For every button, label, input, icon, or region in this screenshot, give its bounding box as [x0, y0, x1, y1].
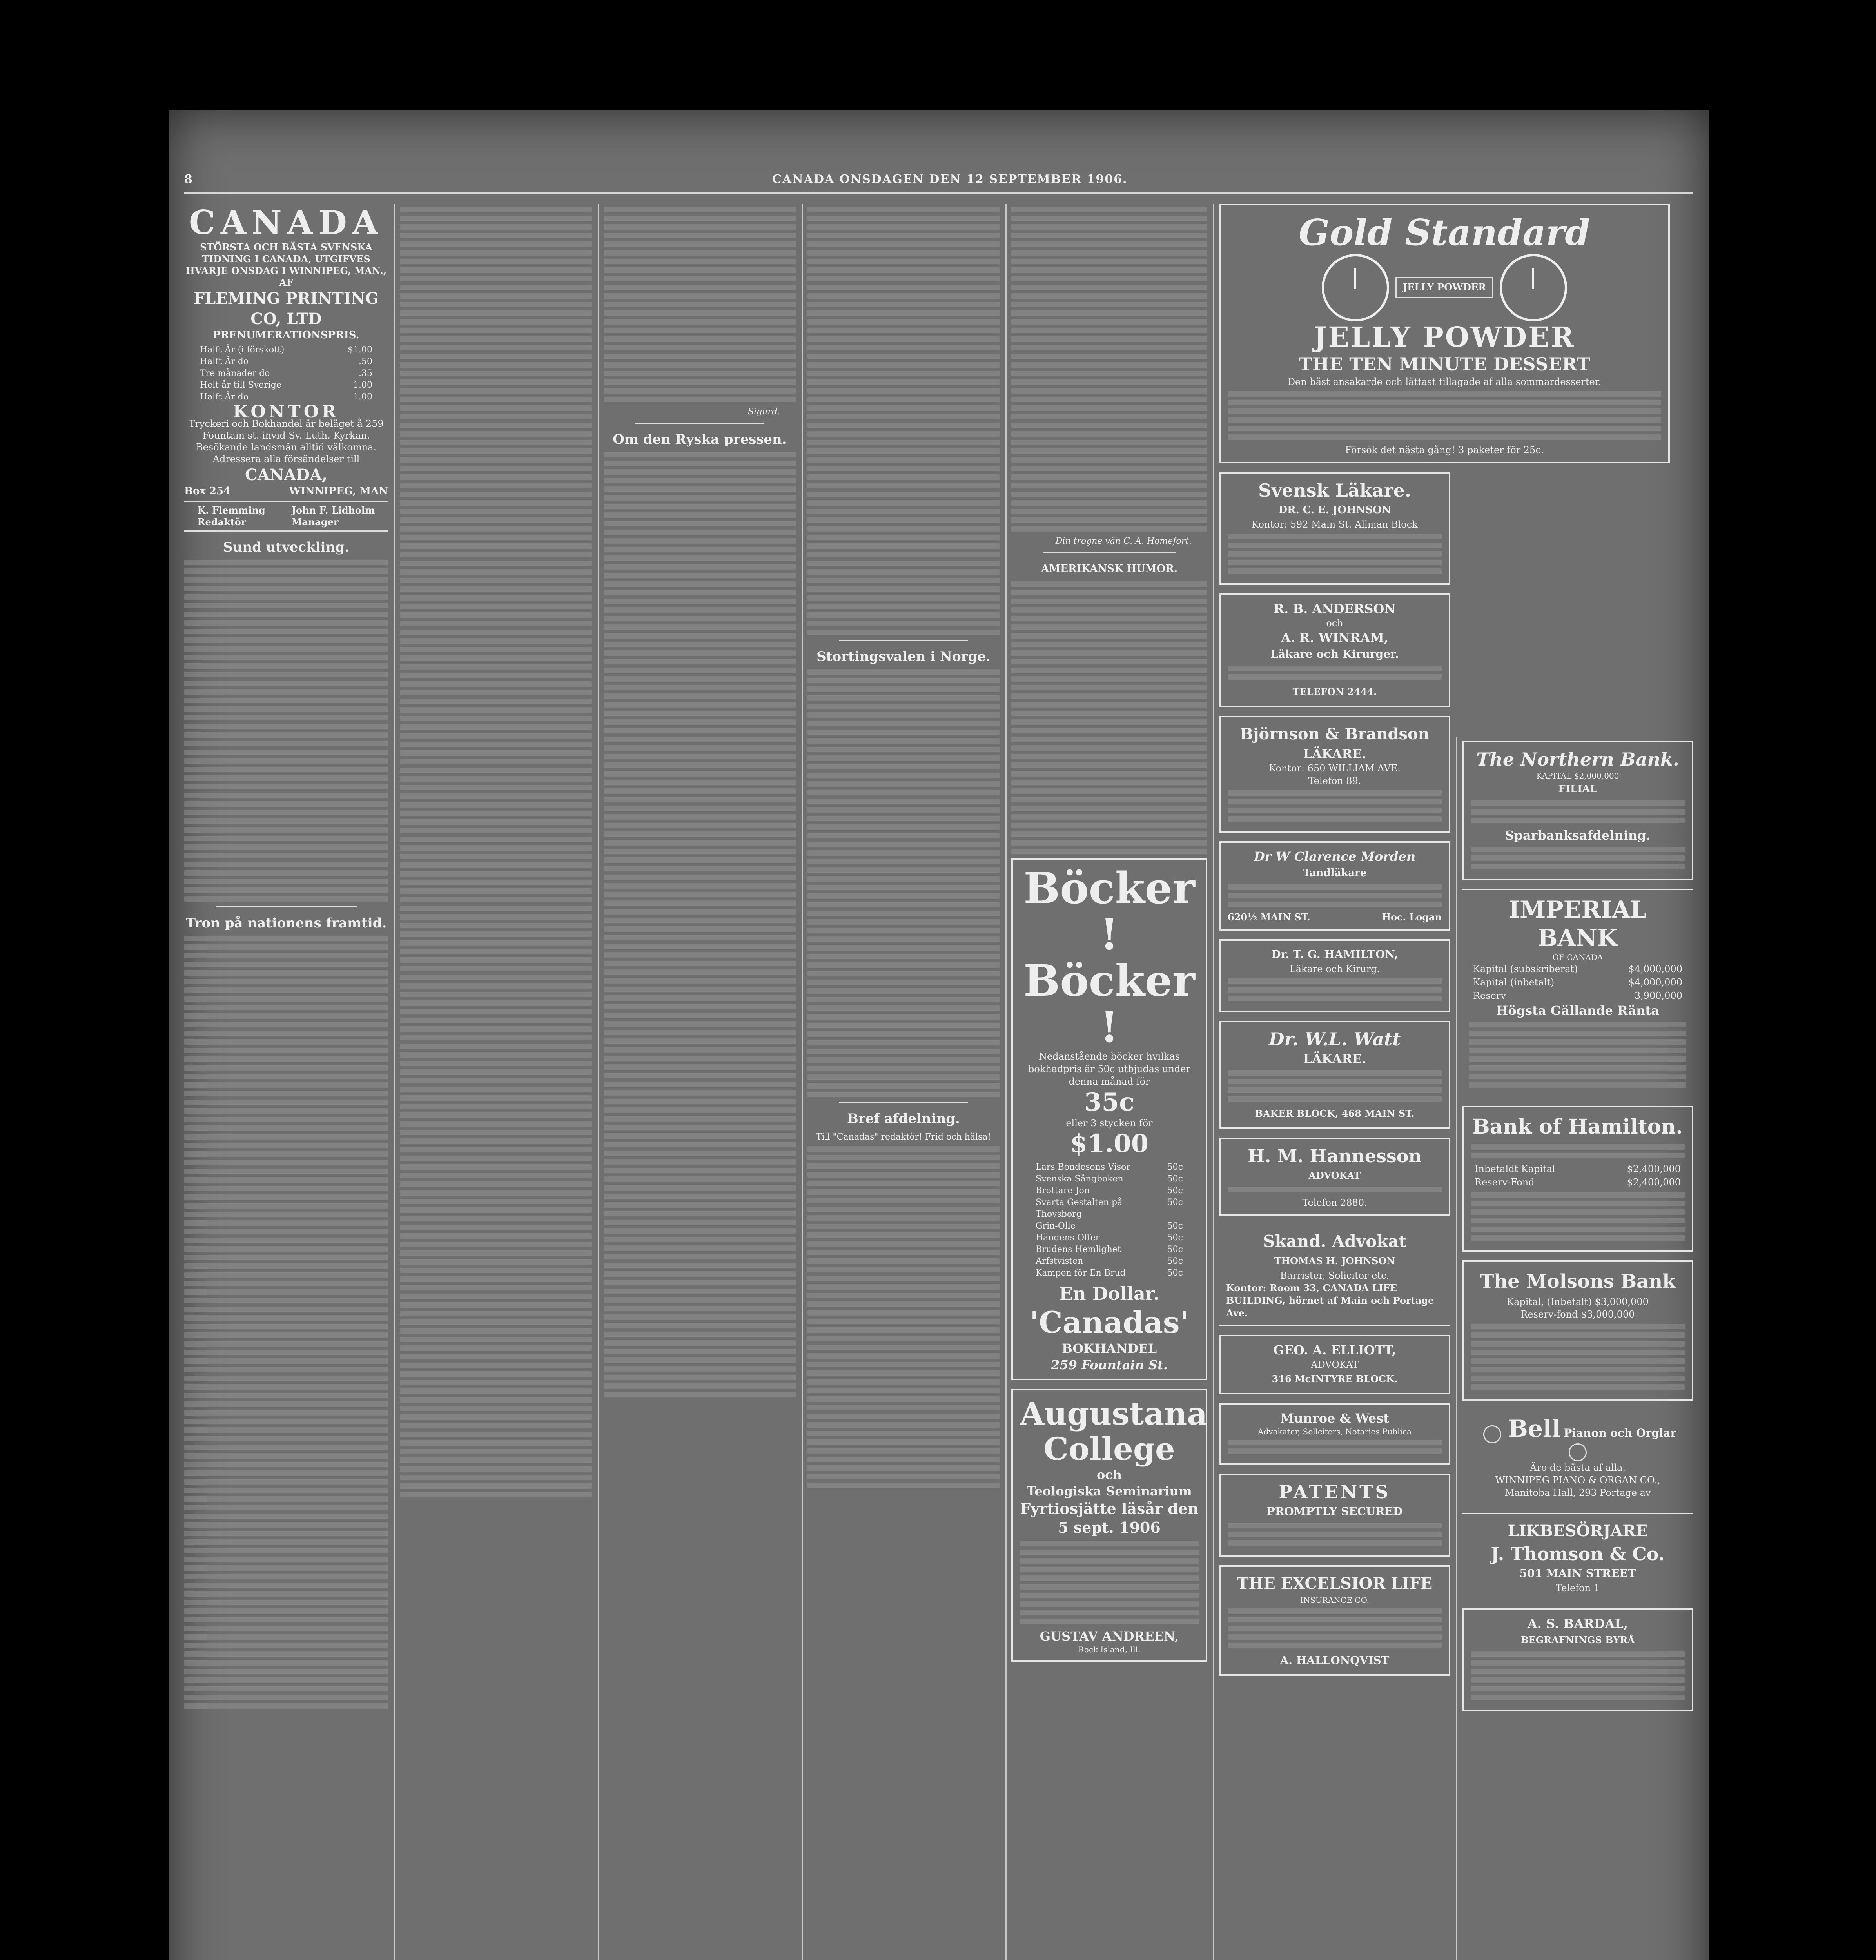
ad-price: $1.00 [1070, 1129, 1149, 1158]
editor-role: Manager [291, 516, 339, 528]
shop-sub: BOKHANDEL [1061, 1341, 1157, 1356]
ad-title: Augustana [1020, 1395, 1208, 1432]
article-body [184, 936, 388, 1709]
ad-text: och [1326, 618, 1343, 629]
address-box: Box 254 [184, 485, 231, 497]
ad-title: LIKBESÖRJARE [1508, 1521, 1648, 1540]
ad-text: Nedanstående böcker hvilkas bokhadpris är 50c utbjudas under denna månad för [1028, 1051, 1190, 1087]
article-body [807, 1146, 1000, 1488]
ad-thomson [1462, 1513, 1693, 1600]
address-name: CANADA, [245, 466, 328, 484]
list-item: Brottare-Jon 50c [1036, 1186, 1183, 1196]
ad-role: Tandläkare [1303, 867, 1367, 879]
ad-gold-standard [1219, 204, 1670, 463]
list-item: Kampen för En Brud 50c [1036, 1268, 1183, 1278]
ad-body [1471, 1324, 1685, 1390]
ad-bell [1462, 1409, 1693, 1504]
ad-company: WINNIPEG PIANO & ORGAN CO., [1495, 1474, 1660, 1486]
ad-body [1228, 1523, 1442, 1546]
ad-title: IMPERIAL BANK [1508, 896, 1647, 952]
ad-title: Björnson & Brandson [1240, 725, 1430, 743]
ad-body [1228, 1440, 1442, 1454]
article-body [184, 560, 388, 902]
ad-president: GUSTAV ANDREEN, [1040, 1629, 1179, 1644]
page-number: 8 [184, 172, 193, 186]
ad-elliott [1219, 1335, 1450, 1394]
ad-name: DR. C. E. JOHNSON [1278, 504, 1391, 516]
ad-role: Advokater, Sollciters, Notaries Publica [1257, 1427, 1412, 1436]
list-item: Händens Offer 50c [1036, 1233, 1183, 1243]
ad-bank-hamilton [1462, 1106, 1693, 1252]
signature: Sigurd. [748, 407, 780, 417]
ad-molsons-bank [1462, 1260, 1693, 1401]
article-body [1011, 207, 1207, 532]
prices-heading: PRENUMERATIONSPRIS. [213, 329, 359, 341]
ad-body [1228, 534, 1442, 574]
column-rule [802, 204, 803, 1960]
running-head-date: CANADA ONSDAGEN DEN 12 SEPTEMBER 1906. [772, 172, 1128, 186]
ad-role: Läkare och Kirurger. [1270, 648, 1399, 661]
column-rule [1005, 204, 1007, 1960]
ad-body [1469, 1022, 1686, 1088]
kontor-heading: KONTOR [233, 402, 339, 422]
price-row: Halft År do .50 [200, 357, 372, 367]
bank-row: Kapital (inbetalt) $4,000,000 [1473, 977, 1682, 988]
ad-address: Manitoba Hall, 293 Portage av [1504, 1487, 1651, 1498]
ad-title: Bank of Hamilton. [1472, 1115, 1683, 1139]
ad-body [1228, 1608, 1442, 1648]
clock-icon [1500, 254, 1567, 321]
shop-address: 259 Fountain St. [1051, 1357, 1168, 1372]
bank-row: Reserv 3,900,000 [1473, 990, 1682, 1001]
ad-address: 620½ MAIN ST. [1228, 911, 1310, 923]
ad-text: Den bäst ansakarde och lättast tillagade af alla sommardesserter. [1287, 376, 1602, 387]
ad-munroe-west [1219, 1403, 1450, 1465]
ad-term: Fyrtiosjätte läsår den 5 sept. 1906 [1020, 1500, 1199, 1536]
ad-role: Barrister, Solicitor etc. [1280, 1270, 1390, 1281]
ad-text: och [1096, 1467, 1122, 1482]
ad-text: Teologiska Seminarium [1027, 1484, 1192, 1499]
ad-address: Kontor: Room 33, CANADA LIFE BUILDING, hörnet af Main och Portage Ave. [1226, 1282, 1434, 1319]
column-rule [394, 204, 395, 1960]
ad-body [1228, 884, 1442, 907]
ad-kapital: Kapital, (Inbetalt) $3,000,000 [1507, 1296, 1649, 1307]
article-headline: Bref afdelning. [847, 1111, 960, 1127]
ad-imperial-bank [1462, 889, 1693, 1097]
article-body [1011, 581, 1207, 854]
ad-watt [1219, 1021, 1450, 1129]
shop-name: 'Canadas' [1030, 1305, 1189, 1340]
masthead [184, 204, 388, 497]
ad-corner: Hoc. Logan [1382, 911, 1442, 923]
ad-text: Äro de bästa af alla. [1529, 1462, 1626, 1473]
ad-body [1228, 1187, 1442, 1192]
masthead-publisher: FLEMING PRINTING CO, LTD [193, 289, 379, 328]
masthead-subtitle: STÖRSTA OCH BÄSTA SVENSKA TIDNING I CANADA, UTGIFVES HVARJE ONSDAG I WINNIPEG, MAN., AF [185, 241, 387, 288]
newspaper-page [184, 169, 1693, 1960]
ad-title: College [1043, 1430, 1175, 1467]
ad-body [1020, 1541, 1199, 1624]
kontor-text: Tryckeri och Bokhandel är beläget å 259 Fountain st. invid Sv. Luth. Kyrkan. Besökande landsmän alltid välkomna. Adressera alla försändelser till [189, 418, 384, 465]
ad-title: The Molsons Bank [1480, 1270, 1676, 1292]
ad-telefon: Telefon 89. [1308, 775, 1361, 786]
spiral-ornament-icon [1483, 1425, 1501, 1443]
ad-role: LÄKARE. [1303, 1051, 1366, 1066]
bank-row: Inbetaldt Kapital $2,400,000 [1475, 1163, 1681, 1174]
ad-title: Gold Standard [1299, 211, 1590, 254]
ad-bocker [1011, 858, 1207, 1380]
list-item: Svenska Sångboken 50c [1036, 1174, 1183, 1184]
list-item: Lars Bondesons Visor 50c [1036, 1162, 1183, 1172]
ad-body [1471, 847, 1685, 869]
ad-name: J. Thomson & Co. [1491, 1543, 1665, 1564]
article-separator [216, 906, 357, 907]
ad-telefon: Telefon 1 [1556, 1582, 1600, 1593]
ad-body [1228, 391, 1661, 440]
ad-title: Dr W Clarence Morden [1254, 849, 1416, 864]
ad-product: JELLY POWDER [1314, 321, 1575, 353]
ad-body [1471, 1144, 1685, 1158]
ad-address: 316 McINTYRE BLOCK. [1272, 1373, 1398, 1385]
editor-role: Redaktör [197, 516, 246, 528]
ad-price: 35c [1084, 1087, 1135, 1117]
ad-northern-bank [1462, 741, 1693, 880]
column-rule [598, 204, 599, 1960]
ad-name: A. R. WINRAM, [1281, 630, 1389, 645]
ad-text: eller 3 stycken för [1066, 1118, 1153, 1129]
editors [184, 501, 388, 532]
column-rule [1456, 737, 1457, 1960]
article-headline: Om den Ryska pressen. [613, 432, 787, 447]
running-head [184, 169, 1693, 194]
ad-title: Munroe & West [1280, 1411, 1390, 1426]
editor-name: John F. Lidholm [291, 505, 375, 516]
ad-telefon: TELEFON 2444. [1292, 686, 1377, 697]
price-row: Helt år till Sverige 1.00 [200, 380, 372, 390]
signature: Din trogne vän C. A. Homefort. [1055, 536, 1192, 546]
article-body [604, 207, 796, 402]
article-body [807, 669, 1000, 1097]
clock-icon [1322, 254, 1389, 321]
list-item: Arfstvisten 50c [1036, 1256, 1183, 1266]
ad-title: The Northern Bank. [1476, 749, 1679, 770]
ad-title: Dr. W.L. Watt [1268, 1029, 1401, 1050]
ad-address: 501 MAIN STREET [1519, 1566, 1636, 1580]
list-item: Svarta Gestalten på Thovsborg 50c [1036, 1198, 1183, 1219]
ad-reserv: Reserv-fond $3,000,000 [1520, 1309, 1635, 1320]
ad-body [1471, 1651, 1685, 1700]
article-separator [1043, 552, 1176, 553]
ad-filial: FILIAL [1558, 783, 1597, 795]
ad-text: Försök det nästa gång! 3 paketer för 25c. [1345, 445, 1544, 456]
ad-name: R. B. ANDERSON [1274, 601, 1396, 616]
column-4 [807, 204, 1000, 1960]
price-list [200, 344, 372, 403]
ad-sub: INSURANCE CO. [1300, 1595, 1370, 1605]
ad-body [1471, 800, 1685, 823]
ad-hamilton-lakare [1219, 939, 1450, 1012]
column-rule [1213, 204, 1214, 1960]
ad-role: ADVOKAT [1308, 1170, 1361, 1181]
ad-clarence-morden [1219, 841, 1450, 931]
article-body [604, 452, 796, 1397]
ad-name: Dr. T. G. HAMILTON, [1271, 948, 1398, 961]
address-line [184, 485, 388, 497]
ad-address: Kontor: 650 WILLIAM AVE. [1269, 763, 1401, 774]
ad-svensk-lakare [1219, 472, 1450, 585]
ad-anderson-winram [1219, 593, 1450, 707]
ad-bjornson-brandson [1219, 716, 1450, 833]
ad-sub: OF CANADA [1552, 953, 1603, 962]
article-separator [839, 640, 968, 641]
article-headline: Tron på nationens framtid. [185, 915, 387, 931]
ad-title: PATENTS [1279, 1481, 1391, 1503]
ad-title: Böcker ! [1023, 955, 1195, 1052]
letter-salutation: Till "Canadas" redaktör! Frid och hälsa! [816, 1132, 991, 1142]
article-separator [635, 423, 764, 424]
ad-title: H. M. Hannesson [1248, 1145, 1422, 1167]
address-city: WINNIPEG, MAN [289, 485, 388, 497]
ad-body [1228, 666, 1442, 680]
ad-title: A. S. BARDAL, [1527, 1616, 1628, 1631]
article-headline: AMERIKANSK HUMOR. [1041, 563, 1177, 575]
article-headline: Stortingsvalen i Norge. [816, 649, 991, 664]
column-7 [1462, 741, 1693, 1960]
ad-excelsior [1219, 1565, 1450, 1676]
ad-body [1228, 1070, 1442, 1102]
ad-body [1228, 978, 1442, 1001]
price-row: Tre månader do .35 [200, 368, 372, 378]
ad-sub: Pianon och Orglar [1564, 1426, 1676, 1439]
ad-place: Rock Island, Ill. [1078, 1645, 1141, 1654]
ad-hannesson [1219, 1138, 1450, 1216]
list-item: Grin-Olle 50c [1036, 1221, 1183, 1231]
ad-tagline: THE TEN MINUTE DESSERT [1299, 354, 1590, 375]
ad-name: THOMAS H. JOHNSON [1274, 1255, 1395, 1267]
column-1 [184, 204, 388, 1960]
ad-telefon: Telefon 2880. [1302, 1197, 1367, 1208]
ad-title: Bell [1508, 1415, 1561, 1443]
article-separator [839, 1102, 968, 1103]
ad-sub: PROMPTLY SECURED [1266, 1505, 1403, 1518]
ad-address: Kontor: 592 Main St. Allman Block [1252, 519, 1418, 530]
ad-agent: A. HALLONQVIST [1280, 1654, 1390, 1667]
ad-address: BAKER BLOCK, 468 MAIN ST. [1255, 1108, 1415, 1119]
ad-capital: KAPITAL $2,000,000 [1536, 771, 1619, 780]
ad-ranta: Högsta Gällande Ränta [1496, 1003, 1659, 1018]
editor-name: K. Flemming [197, 505, 265, 516]
ad-body [1228, 790, 1442, 822]
ad-sub: BEGRAFNINGS BYRÅ [1520, 1634, 1635, 1646]
masthead-title: CANADA [189, 203, 383, 242]
article-body [807, 207, 1000, 635]
ad-role: LÄKARE. [1303, 746, 1366, 761]
ad-bardal [1462, 1608, 1693, 1711]
ad-title: Svensk Läkare. [1258, 480, 1411, 501]
price-row: Halft År (i förskott) $1.00 [200, 345, 372, 355]
column-3 [604, 204, 796, 1960]
ad-role: ADVOKAT [1311, 1359, 1359, 1370]
ad-offer: En Dollar. [1059, 1283, 1159, 1304]
ad-patents [1219, 1474, 1450, 1557]
ad-title: THE EXCELSIOR LIFE [1237, 1574, 1433, 1593]
column-5 [1011, 204, 1207, 1960]
column-2 [400, 204, 592, 1960]
ad-title: Böcker ! [1023, 863, 1195, 960]
ad-sparbank: Sparbanksafdelning. [1505, 828, 1651, 843]
spiral-ornament-icon [1569, 1443, 1587, 1461]
bank-row: Reserv-Fond $2,400,000 [1475, 1177, 1681, 1188]
bank-row: Kapital (subskriberat) $4,000,000 [1473, 964, 1682, 975]
article-headline: Sund utveckling. [223, 539, 349, 555]
product-box: JELLY POWDER [1395, 277, 1493, 298]
price-row: Halft År do 1.00 [200, 392, 372, 402]
ad-skand-advokat [1219, 1225, 1450, 1326]
article-body [400, 207, 592, 1497]
list-item: Brudens Hemlighet 50c [1036, 1245, 1183, 1254]
book-list [1036, 1161, 1183, 1279]
ad-role: Läkare och Kirurg. [1289, 964, 1380, 975]
ad-augustana [1011, 1389, 1207, 1662]
ad-body [1471, 1192, 1685, 1241]
ad-title: GEO. A. ELLIOTT, [1273, 1343, 1396, 1357]
ad-title: Skand. Advokat [1263, 1232, 1406, 1251]
